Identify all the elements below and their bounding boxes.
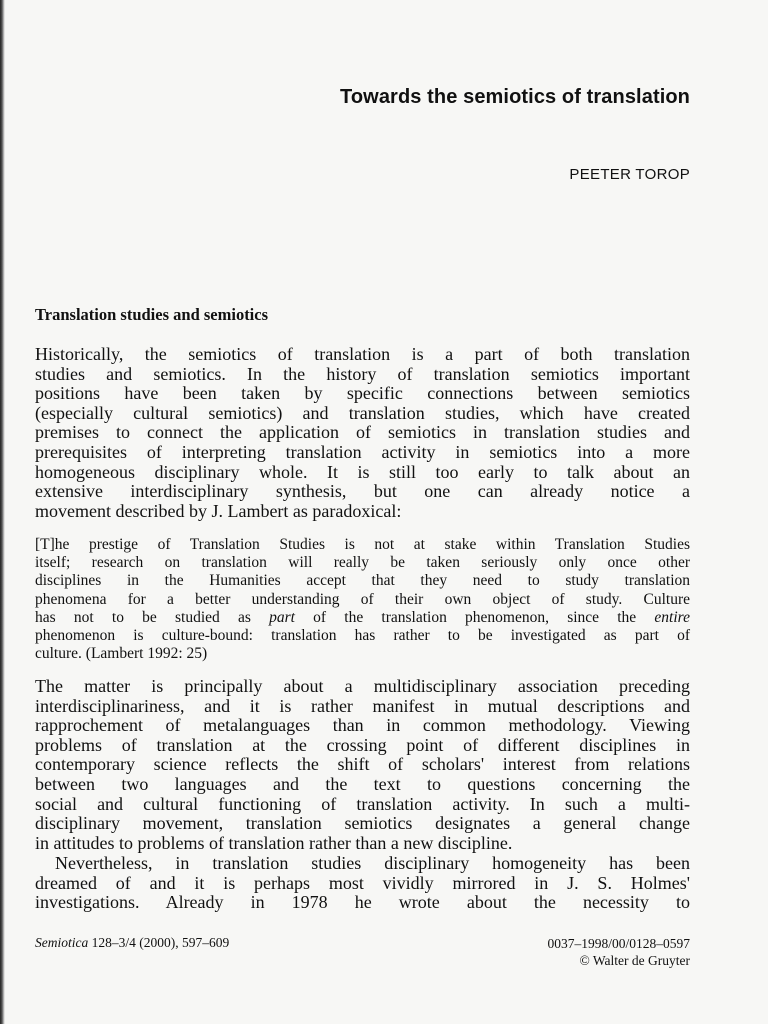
quote-emphasis: part <box>269 608 295 626</box>
quote-emphasis: entire <box>654 608 690 626</box>
paragraph-1-line: movement described by J. Lambert as paradoxical: <box>35 500 402 521</box>
issn-code: 0037–1998/00/0128–0597 <box>547 936 690 951</box>
quote-line: disciplines in the Humanities accept that they need to study translation <box>35 572 690 590</box>
paragraph-1-line: studies and semiotics. In the history of translation semiotics important <box>35 363 690 384</box>
paragraph-1-line: extensive interdisciplinary synthesis, but one can already notice a <box>35 481 690 502</box>
quote-line: culture. (Lambert 1992: 25) <box>35 645 208 663</box>
quote-text: of the translation phenomenon, since the <box>294 608 655 626</box>
journal-name: Semiotica <box>35 935 89 950</box>
section-heading: Translation studies and semiotics <box>35 305 269 324</box>
paragraph-3-line: investigations. Already in 1978 he wrote about the necessity to <box>35 892 690 913</box>
paragraph-2-line: rapprochement of metalanguages than in common methodology. Viewing <box>35 715 690 736</box>
paragraph-2-line: The matter is principally about a multidisciplinary association preceding <box>35 676 690 696</box>
quote-line <box>35 609 690 627</box>
block-quote <box>35 536 690 663</box>
quote-text: has not to be studied as <box>35 608 270 626</box>
paragraph-2-line: interdisciplinariness, and it is rather manifest in mutual descriptions and <box>35 695 690 716</box>
paragraph-3-line: dreamed of and it is perhaps most vividly mirrored in J. S. Holmes' <box>35 872 690 893</box>
paragraph-1-line: prerequisites of interpreting translation activity in semiotics into a more <box>35 441 690 462</box>
paragraph-3-line: Nevertheless, in translation studies disciplinary homogeneity has been <box>55 853 690 873</box>
quote-line: [T]he prestige of Translation Studies is not at stake within Translation Studies <box>35 536 690 553</box>
paragraph-2 <box>35 677 690 853</box>
article-title: Towards the semiotics of translation <box>340 86 690 108</box>
paragraph-3 <box>35 854 690 913</box>
scan-edge-shadow <box>0 0 5 1024</box>
paragraph-2-line: contemporary science reflects the shift of scholars' interest from relations <box>35 754 690 775</box>
paragraph-2-line: between two languages and the text to questions concerning the <box>35 773 690 794</box>
footer-publisher-block <box>420 935 690 969</box>
publisher-copyright: © Walter de Gruyter <box>579 953 690 968</box>
paragraph-2-line: problems of translation at the crossing point of different disciplines in <box>35 734 690 755</box>
footer-citation <box>35 935 229 951</box>
paragraph-1-line: premises to connect the application of semiotics in translation studies and <box>35 422 690 443</box>
paragraph-2-line: disciplinary movement, translation semiotics designates a general change <box>35 813 690 834</box>
paragraph-1-line: (especially cultural semiotics) and translation studies, which have created <box>35 402 690 423</box>
paragraph-1-line: positions have been taken by specific connections between semiotics <box>35 383 690 404</box>
paragraph-2-line: social and cultural functioning of translation activity. In such a multi- <box>35 793 690 814</box>
paragraph-2-line: in attitudes to problems of translation rather than a new discipline. <box>35 832 513 853</box>
author-name: PEETER TOROP <box>569 166 690 183</box>
quote-line: phenomenon is culture-bound: translation has rather to be investigated as part of <box>35 627 690 645</box>
quote-line: itself; research on translation will really be taken seriously only once other <box>35 554 690 572</box>
paragraph-1-line: homogeneous disciplinary whole. It is still too early to talk about an <box>35 461 690 482</box>
paragraph-1 <box>35 345 690 521</box>
quote-line: phenomena for a better understanding of their own object of study. Culture <box>35 590 690 608</box>
citation-details: 128–3/4 (2000), 597–609 <box>88 935 230 950</box>
paragraph-1-line: Historically, the semiotics of translation is a part of both translation <box>35 344 690 364</box>
